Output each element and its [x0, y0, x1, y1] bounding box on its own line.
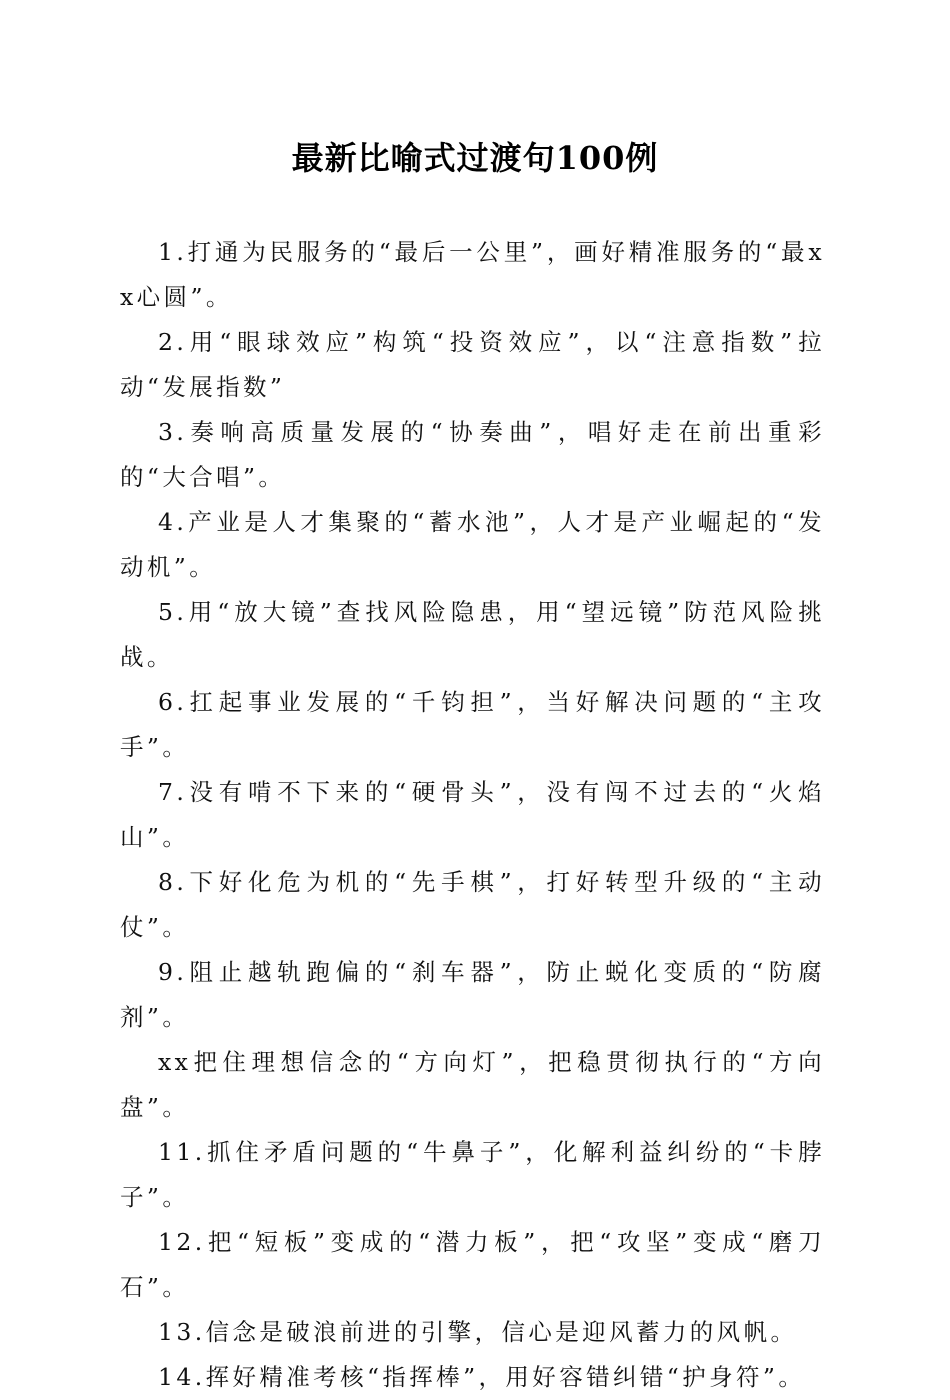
paragraph-item: 11.抓住矛盾问题的“牛鼻子”，化解利益纠纷的“卡脖子”。: [120, 1138, 825, 1211]
paragraph-item: 13.信念是破浪前进的引擎，信心是迎风蓄力的风帆。: [158, 1318, 798, 1346]
paragraph-item: 2.用“眼球效应”构筑“投资效应”，以“注意指数”拉动“发展指数”: [120, 328, 825, 401]
paragraph-item: 6.扛起事业发展的“千钧担”，当好解决问题的“主攻手”。: [120, 688, 825, 761]
paragraph-item: xx把住理想信念的“方向灯”，把稳贯彻执行的“方向盘”。: [120, 1048, 825, 1121]
paragraph-item: 3.奏响高质量发展的“协奏曲”，唱好走在前出重彩的“大合唱”。: [120, 418, 825, 491]
paragraph-item: 12.把“短板”变成的“潜力板”，把“攻坚”变成“磨刀石”。: [120, 1228, 825, 1301]
paragraph-item: 1.打通为民服务的“最后一公里”，画好精准服务的“最xx心圆”。: [120, 238, 825, 311]
paragraph-item: 5.用“放大镜”查找风险隐患，用“望远镜”防范风险挑战。: [120, 598, 825, 671]
paragraph-item: 14.挥好精准考核“指挥棒”，用好容错纠错“护身符”。: [158, 1363, 806, 1391]
paragraph-item: 9.阻止越轨跑偏的“刹车器”，防止蜕化变质的“防腐剂”。: [120, 958, 825, 1031]
document-body: [120, 230, 825, 1400]
document-title: 最新比喻式过渡句100例: [291, 139, 659, 177]
paragraph-item: 4.产业是人才集聚的“蓄水池”，人才是产业崛起的“发动机”。: [120, 508, 825, 581]
paragraph-item: 7.没有啃不下来的“硬骨头”，没有闯不过去的“火焰山”。: [120, 778, 825, 851]
paragraph-item: 8.下好化危为机的“先手棋”，打好转型升级的“主动仗”。: [120, 868, 825, 941]
